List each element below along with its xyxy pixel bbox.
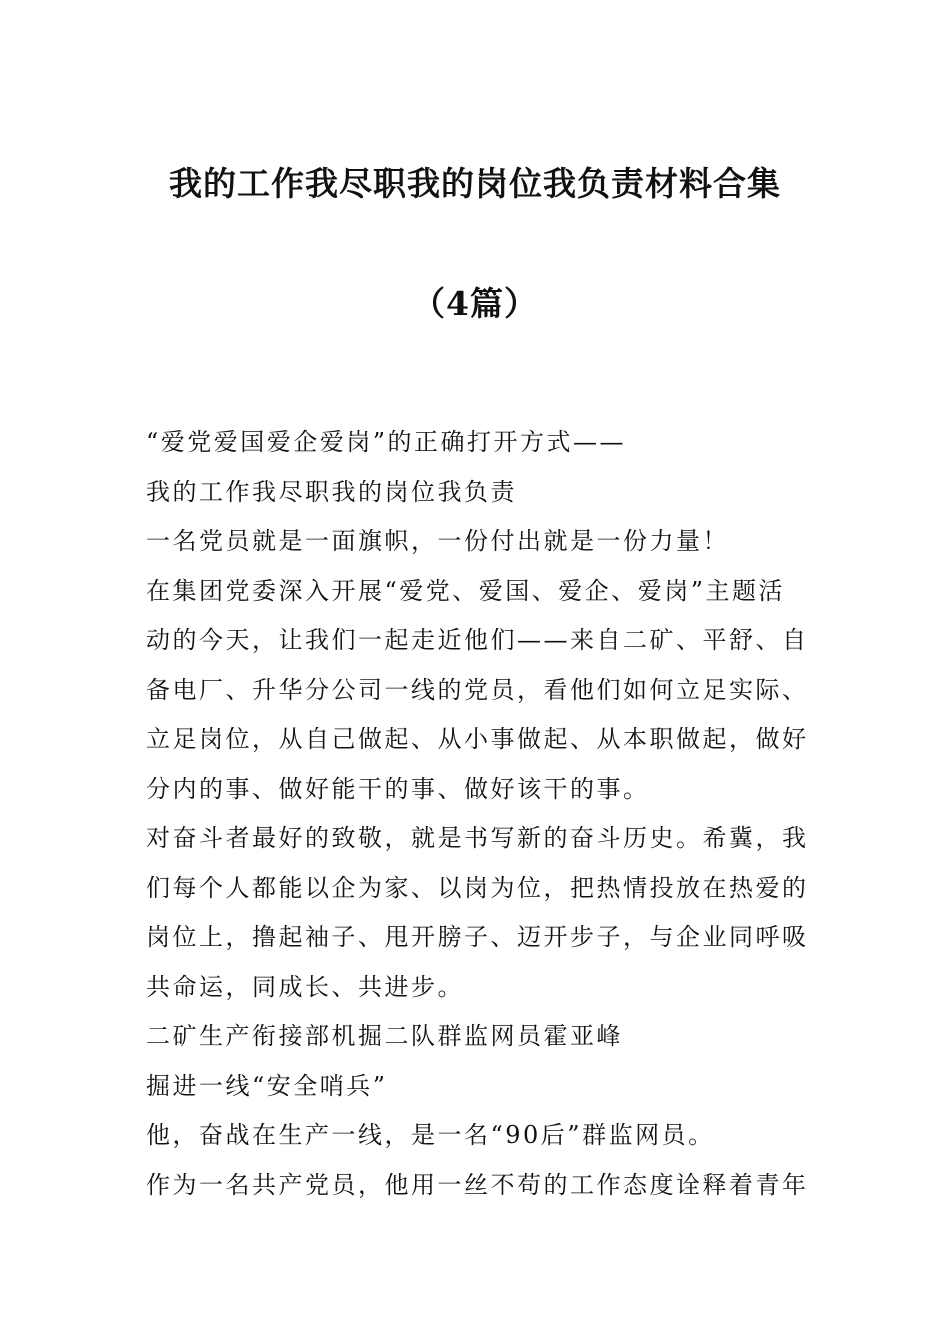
body-line: 立足岗位，从自己做起、从小事做起、从本职做起，做好 <box>146 725 809 753</box>
document-subtitle: （4篇） <box>412 284 538 323</box>
body-line: 掘进一线“安全哨兵” <box>146 1071 388 1100</box>
body-line: 分内的事、做好能干的事、做好该干的事。 <box>146 774 650 803</box>
body-line: 二矿生产衔接部机掘二队群监网员霍亚峰 <box>146 1022 623 1050</box>
body-line: 备电厂、升华分公司一线的党员，看他们如何立足实际、 <box>146 675 809 704</box>
body-line: 我的工作我尽职我的岗位我负责 <box>146 477 517 506</box>
body-line: 在集团党委深入开展“爱党、爱国、爱企、爱岗”主题活 <box>146 576 786 605</box>
document-title: 我的工作我尽职我的岗位我负责材料合集 <box>169 164 781 203</box>
body-line: 共命运，同成长、共进步。 <box>146 972 464 1001</box>
document-body <box>146 418 809 1210</box>
body-line: 作为一名共产党员，他用一丝不苟的工作态度诠释着青年 <box>146 1170 809 1199</box>
body-line: 动的今天，让我们一起走近他们——来自二矿、平舒、自 <box>146 626 809 654</box>
body-line: 一名党员就是一面旗帜，一份付出就是一份力量！ <box>146 527 729 555</box>
body-line: 们每个人都能以企为家、以岗为位，把热情投放在热爱的 <box>146 873 809 902</box>
body-line: 他，奋战在生产一线，是一名“90后”群监网员。 <box>146 1121 715 1149</box>
body-line: “爱党爱国爱企爱岗”的正确打开方式—— <box>146 428 627 456</box>
body-line: 岗位上，撸起袖子、甩开膀子、迈开步子，与企业同呼吸 <box>146 923 809 951</box>
body-line: 对奋斗者最好的致敬，就是书写新的奋斗历史。希冀，我 <box>146 824 809 852</box>
